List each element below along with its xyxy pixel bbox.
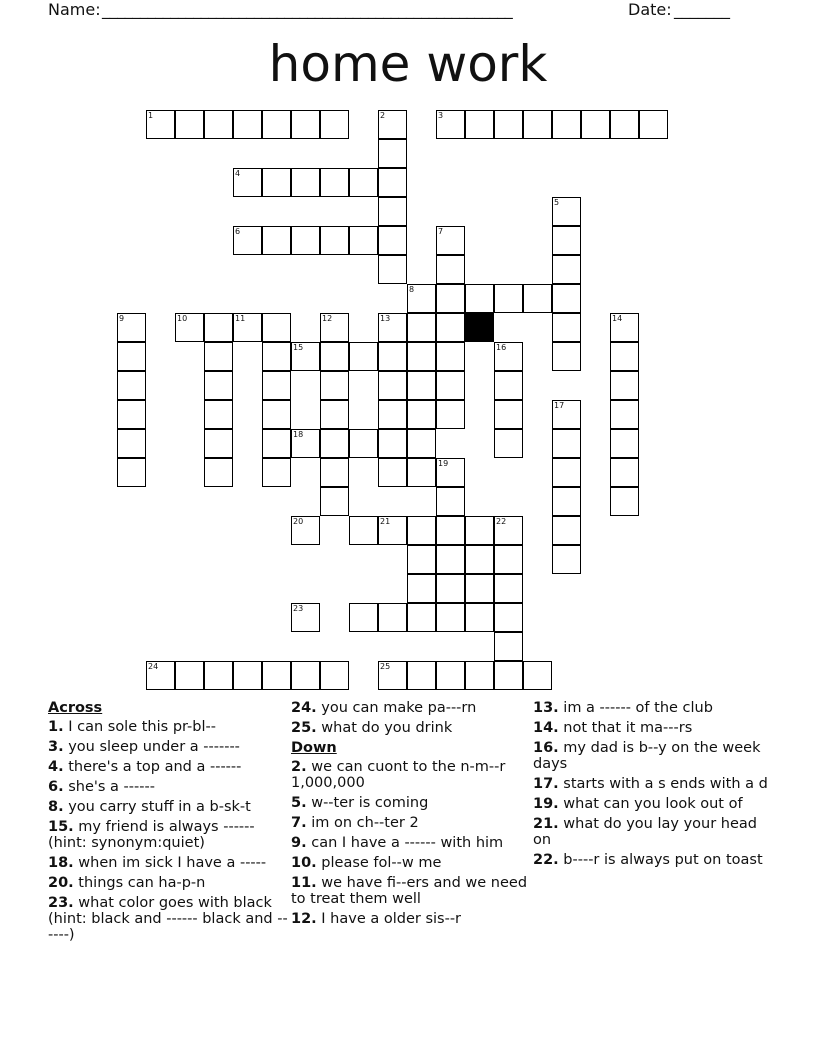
grid-cell[interactable] [204,429,233,458]
clue-number: 1 [148,111,154,120]
name-label: Name: [48,0,101,19]
grid-cell[interactable] [407,661,436,690]
grid-cell[interactable] [378,458,407,487]
clue-number: 10 [177,314,188,323]
grid-cell[interactable] [465,603,494,632]
down-heading: Down [291,740,337,756]
grid-cell[interactable] [436,342,465,371]
grid-cell[interactable] [349,342,378,371]
clue-num: 10. [291,855,317,871]
clue-num: 14. [533,720,559,736]
name-field[interactable]: ______________________________________________________ [102,0,513,19]
grid-cell[interactable] [436,603,465,632]
across-clue [48,895,288,943]
grid-cell[interactable] [494,661,523,690]
grid-cell[interactable] [407,342,436,371]
grid-cell[interactable] [378,255,407,284]
grid-cell[interactable] [494,371,523,400]
clue-num: 11. [291,875,317,891]
clue-num: 21. [533,816,559,832]
grid-cell[interactable] [610,371,639,400]
clue-text: we have fi--ers and we need to treat them well [291,875,528,907]
grid-cell[interactable] [494,284,523,313]
across-clue [48,759,288,775]
clue-number: 25 [380,662,391,671]
grid-cell[interactable] [262,226,291,255]
grid-cell[interactable] [175,661,204,690]
grid-cell[interactable] [175,110,204,139]
grid-cell[interactable] [436,516,465,545]
grid-cell[interactable] [436,371,465,400]
clue-number: 24 [148,662,159,671]
across-clue [48,875,288,891]
clue-num: 19. [533,796,559,812]
grid-cell[interactable] [204,400,233,429]
clue-text: w--ter is coming [306,795,429,811]
grid-cell[interactable] [436,661,465,690]
grid-cell[interactable] [262,168,291,197]
grid-cell[interactable] [262,313,291,342]
grid-cell[interactable] [204,458,233,487]
grid-cell[interactable] [407,429,436,458]
grid-cell[interactable] [436,545,465,574]
grid-cell[interactable] [552,487,581,516]
clue-text: can I have a ------ with him [306,835,504,851]
clue-number: 9 [119,314,125,323]
grid-cell[interactable] [552,284,581,313]
clue-number: 3 [438,111,444,120]
grid-cell[interactable] [320,400,349,429]
clue-num: 1. [48,719,64,735]
grid-cell[interactable] [291,226,320,255]
clue-text: there's a top and a ------ [63,759,242,775]
clue-text: my friend is always ------ (hint: synonym:quiet) [48,819,255,851]
grid-cell[interactable] [494,545,523,574]
grid-cell[interactable] [378,110,407,139]
grid-cell[interactable] [349,226,378,255]
down-clue [291,795,531,811]
down-clue [291,875,531,907]
grid-cell[interactable] [291,516,320,545]
clue-text: what do you drink [316,720,453,736]
across-clue [291,720,531,736]
grid-cell[interactable] [320,429,349,458]
grid-cell[interactable] [233,168,262,197]
grid-cell[interactable] [465,110,494,139]
clue-text: things can ha-p-n [73,875,206,891]
grid-cell[interactable] [407,516,436,545]
grid-cell[interactable] [436,313,465,342]
grid-cell[interactable] [407,400,436,429]
grid-cell[interactable] [407,545,436,574]
grid-cell[interactable] [117,458,146,487]
grid-cell[interactable] [494,574,523,603]
clue-number: 15 [293,343,304,352]
clue-number: 5 [554,198,560,207]
grid-cell[interactable] [378,371,407,400]
across-clue [48,819,288,851]
date-field[interactable]: _______ [674,0,730,19]
down-clue [291,835,531,851]
clue-number: 11 [235,314,246,323]
grid-cell[interactable] [639,110,668,139]
across-clue [48,799,288,815]
grid-cell[interactable] [349,603,378,632]
grid-cell[interactable] [552,458,581,487]
clue-text: you carry stuff in a b-sk-t [63,799,251,815]
clue-number: 22 [496,517,507,526]
grid-cell[interactable] [552,545,581,574]
grid-cell[interactable] [262,371,291,400]
grid-cell[interactable] [436,284,465,313]
down-clue [291,815,531,831]
grid-cell[interactable] [552,110,581,139]
clue-num: 12. [291,911,317,927]
down-clue [291,855,531,871]
clues-column-2 [291,700,531,931]
grid-cell[interactable] [349,429,378,458]
grid-cell[interactable] [436,226,465,255]
grid-cell[interactable] [378,342,407,371]
grid-cell[interactable] [407,603,436,632]
across-clue [291,700,531,716]
clue-number: 7 [438,227,444,236]
clue-text: im on ch--ter 2 [306,815,419,831]
clue-number: 20 [293,517,304,526]
grid-cell[interactable] [320,661,349,690]
grid-cell[interactable] [465,545,494,574]
clue-num: 4. [48,759,64,775]
grid-cell[interactable] [378,400,407,429]
grid-cell[interactable] [494,603,523,632]
across-clue [48,719,288,735]
grid-cell[interactable] [291,661,320,690]
clue-num: 22. [533,852,559,868]
clue-text: what can you look out of [558,796,743,812]
down-clue [533,816,773,848]
grid-cell[interactable] [407,458,436,487]
grid-cell[interactable] [378,168,407,197]
grid-cell[interactable] [523,661,552,690]
clue-number: 14 [612,314,623,323]
clue-text: I have a older sis--r [316,911,462,927]
grid-cell[interactable] [407,371,436,400]
grid-cell[interactable] [262,429,291,458]
clue-text: we can cuont to the n-m--r 1,000,000 [291,759,506,791]
grid-cell[interactable] [117,429,146,458]
grid-cell[interactable] [320,487,349,516]
grid-cell[interactable] [523,110,552,139]
clue-text: not that it ma---rs [558,720,693,736]
grid-cell[interactable] [494,516,523,545]
clue-number: 13 [380,314,391,323]
grid-cell[interactable] [610,429,639,458]
grid-cell[interactable] [117,400,146,429]
grid-cell[interactable] [465,574,494,603]
clue-number: 16 [496,343,507,352]
clue-number: 6 [235,227,241,236]
grid-cell[interactable] [494,342,523,371]
clue-text: b----r is always put on toast [558,852,763,868]
clue-text: you can make pa---rn [316,700,477,716]
clue-text: my dad is b--y on the week days [533,740,761,772]
down-clue [533,852,773,868]
grid-cell[interactable] [552,342,581,371]
clue-num: 24. [291,700,317,716]
grid-cell[interactable] [175,313,204,342]
grid-cell[interactable] [436,255,465,284]
grid-cell[interactable] [378,139,407,168]
grid-cell[interactable] [117,371,146,400]
grid-cell[interactable] [262,661,291,690]
grid-cell[interactable] [378,603,407,632]
grid-cell[interactable] [552,516,581,545]
grid-cell[interactable] [320,313,349,342]
clue-text: she's a ------ [63,779,155,795]
grid-cell[interactable] [436,110,465,139]
grid-cell[interactable] [349,168,378,197]
page-title: home work [268,35,548,93]
down-clue [533,720,773,736]
grid-cell[interactable] [320,226,349,255]
grid-cell[interactable] [407,284,436,313]
grid-cell[interactable] [262,458,291,487]
down-clue [533,700,773,716]
clue-num: 6. [48,779,64,795]
grid-cell[interactable] [610,342,639,371]
grid-cell[interactable] [320,342,349,371]
grid-cell[interactable] [378,226,407,255]
down-clue [291,759,531,791]
grid-cell[interactable] [204,313,233,342]
grid-cell[interactable] [494,429,523,458]
down-clue [533,776,773,792]
date-label: Date: [628,0,672,19]
grid-cell[interactable] [146,110,175,139]
clue-text: please fol--w me [316,855,442,871]
clue-num: 20. [48,875,74,891]
grid-cell[interactable] [581,110,610,139]
grid-cell[interactable] [146,661,175,690]
clue-num: 18. [48,855,74,871]
grid-cell[interactable] [204,342,233,371]
grid-cell[interactable] [291,429,320,458]
grid-cell[interactable] [262,400,291,429]
grid-cell[interactable] [610,458,639,487]
grid-cell[interactable] [465,516,494,545]
grid-cell[interactable] [117,342,146,371]
across-heading: Across [48,700,103,716]
clues-column-3 [533,700,773,872]
grid-cell[interactable] [204,371,233,400]
grid-cell[interactable] [262,342,291,371]
clue-number: 19 [438,459,449,468]
grid-cell[interactable] [552,226,581,255]
clue-number: 4 [235,169,241,178]
across-clue [48,739,288,755]
grid-cell[interactable] [291,168,320,197]
grid-cell[interactable] [436,574,465,603]
grid-cell[interactable] [552,429,581,458]
clue-num: 13. [533,700,559,716]
grid-cell[interactable] [291,342,320,371]
grid-cell[interactable] [204,661,233,690]
grid-cell[interactable] [291,110,320,139]
grid-cell[interactable] [610,313,639,342]
clue-num: 15. [48,819,74,835]
clue-num: 3. [48,739,64,755]
across-clue [48,779,288,795]
clue-num: 25. [291,720,317,736]
grid-cell[interactable] [233,226,262,255]
down-clue [533,740,773,772]
grid-cell[interactable] [610,487,639,516]
grid-cell[interactable] [320,458,349,487]
grid-cell[interactable] [494,400,523,429]
grid-cell[interactable] [262,110,291,139]
grid-cell[interactable] [436,487,465,516]
clue-num: 16. [533,740,559,756]
grid-cell[interactable] [523,284,552,313]
clue-num: 9. [291,835,307,851]
grid-cell[interactable] [610,400,639,429]
grid-cell[interactable] [465,284,494,313]
grid-cell[interactable] [378,516,407,545]
grid-cell[interactable] [233,661,262,690]
clue-text: starts with a s ends with a d [558,776,768,792]
grid-cell[interactable] [407,313,436,342]
clue-text: what do you lay your head on [533,816,757,848]
grid-cell[interactable] [552,400,581,429]
clue-number: 12 [322,314,333,323]
down-clue [533,796,773,812]
grid-cell[interactable] [494,110,523,139]
clue-number: 2 [380,111,386,120]
across-clue [48,855,288,871]
clue-number: 23 [293,604,304,613]
black-square [465,313,494,342]
grid-cell[interactable] [436,458,465,487]
grid-cell[interactable] [320,168,349,197]
grid-cell[interactable] [378,313,407,342]
clue-num: 5. [291,795,307,811]
clue-number: 21 [380,517,391,526]
clue-number: 17 [554,401,565,410]
grid-cell[interactable] [552,313,581,342]
grid-cell[interactable] [465,661,494,690]
clue-text: I can sole this pr-bl-- [63,719,216,735]
clue-number: 8 [409,285,415,294]
grid-cell[interactable] [204,110,233,139]
clue-text: im a ------ of the club [558,700,713,716]
clue-text: when im sick I have a ----- [73,855,267,871]
grid-cell[interactable] [349,516,378,545]
grid-cell[interactable] [320,110,349,139]
clue-number: 18 [293,430,304,439]
grid-cell[interactable] [552,197,581,226]
down-clue [291,911,531,927]
clue-num: 17. [533,776,559,792]
grid-cell[interactable] [378,197,407,226]
grid-cell[interactable] [117,313,146,342]
grid-cell[interactable] [233,110,262,139]
grid-cell[interactable] [610,110,639,139]
clue-num: 8. [48,799,64,815]
clue-num: 7. [291,815,307,831]
grid-cell[interactable] [378,429,407,458]
grid-cell[interactable] [291,603,320,632]
grid-cell[interactable] [494,632,523,661]
clue-text: what color goes with black (hint: black and ------ black and ------) [48,895,288,943]
clue-num: 23. [48,895,74,911]
grid-cell[interactable] [233,313,262,342]
grid-cell[interactable] [552,255,581,284]
grid-cell[interactable] [378,661,407,690]
grid-cell[interactable] [436,400,465,429]
grid-cell[interactable] [320,371,349,400]
grid-cell[interactable] [407,574,436,603]
clue-num: 2. [291,759,307,775]
across-clues-column [48,700,288,947]
clue-text: you sleep under a ------- [63,739,240,755]
